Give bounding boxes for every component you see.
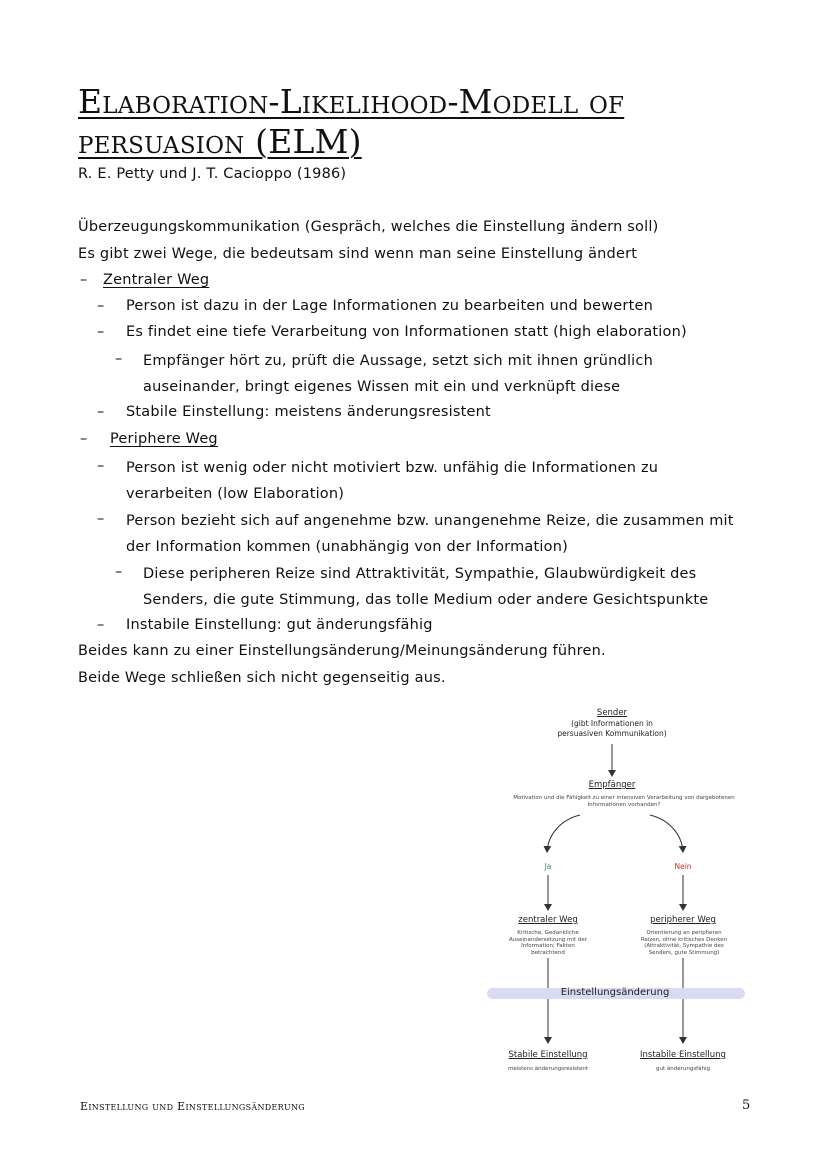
diagram-change: Einstellungsänderung xyxy=(560,987,670,998)
page-title: Elaboration-Likelihood-Modell of persuasion (ELM) xyxy=(78,82,625,161)
page-number: 5 xyxy=(742,1098,751,1113)
central-point-4: Stabile Einstellung: meistens änderungsresistent xyxy=(126,404,491,420)
diagram-stable-desc: meistens änderungsresistent xyxy=(507,1066,589,1072)
diagram-sender-desc: (gibt Informationen in persuasiven Kommunikation) xyxy=(557,719,667,738)
intro-line-2: Es gibt zwei Wege, die bedeutsam sind wenn man seine Einstellung ändert xyxy=(78,246,638,262)
bullet-dash: – xyxy=(97,298,105,314)
peripheral-point-2: Person bezieht sich auf angenehme bzw. unangenehme Reize, die zusammen mit der Information kommen (unabhängig von der Information) xyxy=(126,513,734,555)
diagram-peripheral: peripherer Weg xyxy=(650,915,716,925)
conclusion-line-2: Beide Wege schließen sich nicht gegenseitig aus. xyxy=(78,670,446,686)
bullet-dash: – xyxy=(97,617,105,633)
diagram-question: Motivation und die Fähigkeit zu einer intensiven Verarbeitung von dargebotenen Informationen vorhanden? xyxy=(513,795,735,808)
diagram-central: zentraler Weg xyxy=(518,915,578,925)
diagram-unstable: Instabile Einstellung xyxy=(640,1050,726,1060)
diagram-central-desc: Kritische, Gedankliche Auseinandersetzung mit der Information; Fakten betrachtend xyxy=(509,930,587,956)
diagram-receiver: Empfänger xyxy=(588,780,636,790)
intro-line-1: Überzeugungskommunikation (Gespräch, welches die Einstellung ändern soll) xyxy=(78,219,659,235)
peripheral-point-1: Person ist wenig oder nicht motiviert bzw. unfähig die Informationen zu verarbeiten (low Elaboration) xyxy=(126,460,659,502)
conclusion-line-1: Beides kann zu einer Einstellungsänderung/Meinungsänderung führen. xyxy=(78,643,606,659)
bullet-dash: – xyxy=(97,324,105,340)
central-point-2: Es findet eine tiefe Verarbeitung von Informationen statt (high elaboration) xyxy=(126,324,687,340)
bullet-dash: – xyxy=(97,511,105,527)
diagram-unstable-desc: gut änderungsfähig xyxy=(655,1066,710,1072)
bullet-dash: – xyxy=(115,564,123,580)
central-point-1: Person ist dazu in der Lage Informationen zu bearbeiten und bewerten xyxy=(126,298,653,314)
bullet-dash: – xyxy=(80,431,88,447)
peripheral-route-heading: Periphere Weg xyxy=(110,431,218,447)
authors: R. E. Petty und J. T. Cacioppo (1986) xyxy=(78,166,347,182)
bullet-dash: – xyxy=(97,458,105,474)
diagram-no: Nein xyxy=(674,862,692,871)
arrow-to-no xyxy=(650,815,683,852)
footer-chapter: Einstellung und Einstellungsänderung xyxy=(80,1100,305,1113)
bullet-dash: – xyxy=(80,272,88,288)
peripheral-point-3: Diese peripheren Reize sind Attraktivität, Sympathie, Glaubwürdigkeit des Senders, die gute Stimmung, das tolle Medium oder andere Gesichtspunkte xyxy=(143,566,709,608)
diagram-sender: Sender xyxy=(596,708,628,718)
central-point-3: Empfänger hört zu, prüft die Aussage, setzt sich mit ihnen gründlich auseinander, bringt eigenes Wissen mit ein und verknüpft diese xyxy=(143,353,653,395)
bullet-dash: – xyxy=(97,404,105,420)
central-route-heading: Zentraler Weg xyxy=(103,272,210,288)
peripheral-point-4: Instabile Einstellung: gut änderungsfähig xyxy=(126,617,433,633)
diagram-stable: Stabile Einstellung xyxy=(508,1050,588,1060)
arrow-to-yes xyxy=(547,815,580,852)
diagram-yes: Ja xyxy=(544,862,552,871)
diagram-peripheral-desc: Orientierung an peripheren Reizen, ohne kritisches Denken (Attraktivität, Sympathie des Senders, gute Stimmung) xyxy=(640,930,728,956)
bullet-dash: – xyxy=(115,351,123,367)
